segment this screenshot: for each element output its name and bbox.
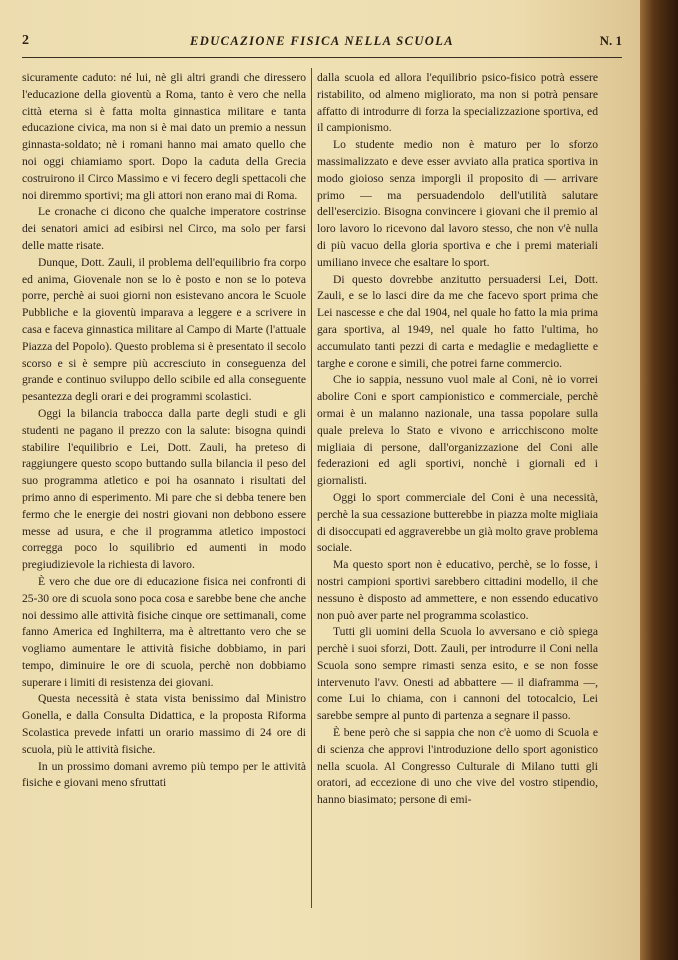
paragraph: Oggi lo sport commerciale del Coni è una necessità, perchè la sua cessazione butterebbe in piazza molte migliaia di disoccupati ed aggraverebbe un già molto grave problema sociale. <box>317 490 598 555</box>
paragraph: Questa necessità è stata vista benissimo dal Ministro Gonella, e dalla Consulta Didattica, e la proposta Riforma Scolastica prevede infatti un orario massimo di 24 ore di scuola, più le attività fisiche. <box>22 692 306 756</box>
column-divider <box>311 68 312 908</box>
page-number: 2 <box>22 33 29 48</box>
paragraph: Di questo dovrebbe anzitutto persuadersi Lei, Dott. Zauli, e se lo lasci dire da me che facevo sport prima che Lei nascesse e che dal 1904, nel quale ho fatto la mia prima gara sportiva, al 1949, nel quale ho fatto l'ultima, ho accumulato tanti pezzi di carta e medaglie e medagliette e targhe e corone e simili, che potrei farne commercio. <box>317 272 598 370</box>
paragraph: È bene però che si sappia che non c'è uomo di Scuola e di scienza che approvi l'introduzione dello sport agonistico nella scuola. Al Congresso Culturale di Milano tutti gli oratori, ad eccezione di uno che vive del vostro stipendio, hanno biasimato; persone di emi- <box>317 726 598 807</box>
publication-title: EDUCAZIONE FISICA NELLA SCUOLA <box>190 34 454 48</box>
page-header <box>22 33 622 53</box>
issue-number: N. 1 <box>599 33 622 48</box>
paragraph: Tutti gli uomini della Scuola lo avversano e ciò spiega perchè i suoi sforzi, Dott. Zauli, per introdurre il Coni nella Scuola sono sempre rimasti senza esito, e se non fosse intervenuto l'avv. Onesti ad abbattere — il diaframma —, come Lui lo chiama, con i cannoni del totocalcio, Lei sarebbe sempre al punto di partenza a segnare il passo. <box>317 625 598 723</box>
paragraph: In un prossimo domani avremo più tempo per le attività fisiche e giovani meno sfruttati <box>22 759 306 790</box>
paragraph: sicuramente caduto: né lui, nè gli altri grandi che diressero l'educazione della gioventù a Roma, tanto è vero che nella città eterna si è fatta molta ginnastica militare e tanta educazione civica, ma non si è mai dato un premio a nessun ginnasta-soldato; nè i romani hanno mai amato quello che noi oggi chiamiamo sport. Dopo la caduta della Grecia costruirono il Circo Massimo e vi fecero degli spettacoli che noi diremmo sportivi; ma gli attori non erano mai di Roma. <box>22 71 306 202</box>
paragraph: Oggi la bilancia trabocca dalla parte degli studi e gli studenti ne pagano il prezzo con la salute: bisogna quindi stabilire l'equilibrio e Lei, Dott. Zauli, ha preteso di raggiungere questo scopo buttando sulla bilancia il peso del suo programma atletico e poi ha osannato i risultati del primo anno di esperimento. Mi pare che si debba tenere ben fermo che le energie dei nostri giovani non debbono essere messe ad usura, e che il programma atletico impostoci corregga poco lo squilibrio ed aumenti in modo pregiudizievole la richiesta di lavoro. <box>22 406 306 572</box>
right-column <box>317 70 598 809</box>
paragraph: Ma questo sport non è educativo, perchè, se lo fosse, i nostri campioni sportivi sarebbero cittadini modello, il che nessuno è disposto ad ammettere, e non essendo educativo non può aver parte nel programma scolastico. <box>317 558 598 622</box>
left-column <box>22 70 306 792</box>
paragraph: dalla scuola ed allora l'equilibrio psico-fisico potrà essere ristabilito, od almeno migliorato, ma non si potrà pensare affatto di introdurre di forza la specializzazione sportiva, ed il campionismo. <box>317 71 598 135</box>
paragraph: Dunque, Dott. Zauli, il problema dell'equilibrio fra corpo ed anima, Giovenale non se lo è posto e non se lo poteva porre, perchè ai suoi giorni non esistevano ancora le Scuole Pubbliche e la gioventù imparava a leggere e a scrivere in casa e faceva ginnastica militare al Campo di Marte (l'attuale Piazza del Popolo). Questo problema si è presentato il secolo scorso e si è sempre più accresciuto in conseguenza del grande e continuo sviluppo dello scibile ed alla conseguente pesantezza degli orari e dei programmi scolastici. <box>22 255 306 404</box>
paragraph: Le cronache ci dicono che qualche imperatore costrinse dei senatori amici ad esibirsi nel Circo, ma solo per farsi delle matte risate. <box>22 205 306 252</box>
paragraph: Lo studente medio non è maturo per lo sforzo massimalizzato e deve esser avviato alla pratica sportiva in modo gioioso senza imporgli il proposito di — arrivare primo — ma persuadendolo dell'utilità salutare dell'esercizio. Bisogna convincere i giovani che il premio al loro lavoro lo ricevono dal lavoro stesso, che non v'è nulla di più vacuo della gloria sportiva e che i premi materiali umiliano invece che esaltare lo sport. <box>317 138 598 269</box>
book-binding <box>640 0 678 960</box>
paragraph: È vero che due ore di educazione fisica nei confronti di 25-30 ore di scuola sono poca cosa e sarebbe bene che anche noi dessimo alle attività fisiche cinque ore settimanali, come fanno America ed Inghilterra, ma è altrettanto vero che se vogliamo aumentare le attività fisiche dobbiamo, in pari tempo, diminuire le ore di scuola, perchè non dobbiamo superare i limiti di resistenza dei giovani. <box>22 574 306 689</box>
header-rule <box>22 57 622 58</box>
paragraph: Che io sappia, nessuno vuol male al Coni, nè io vorrei abolire Coni e sport campionistico e commerciale, perchè ormai è un malanno nazionale, una tassa popolare sulla quale preleva lo Stato e vivono e arricchiscono molte migliaia di persone, dall'organizzazione del Coni alle federazioni ed agli sportivi, nonchè i giornali ed i giornalisti. <box>317 373 598 488</box>
